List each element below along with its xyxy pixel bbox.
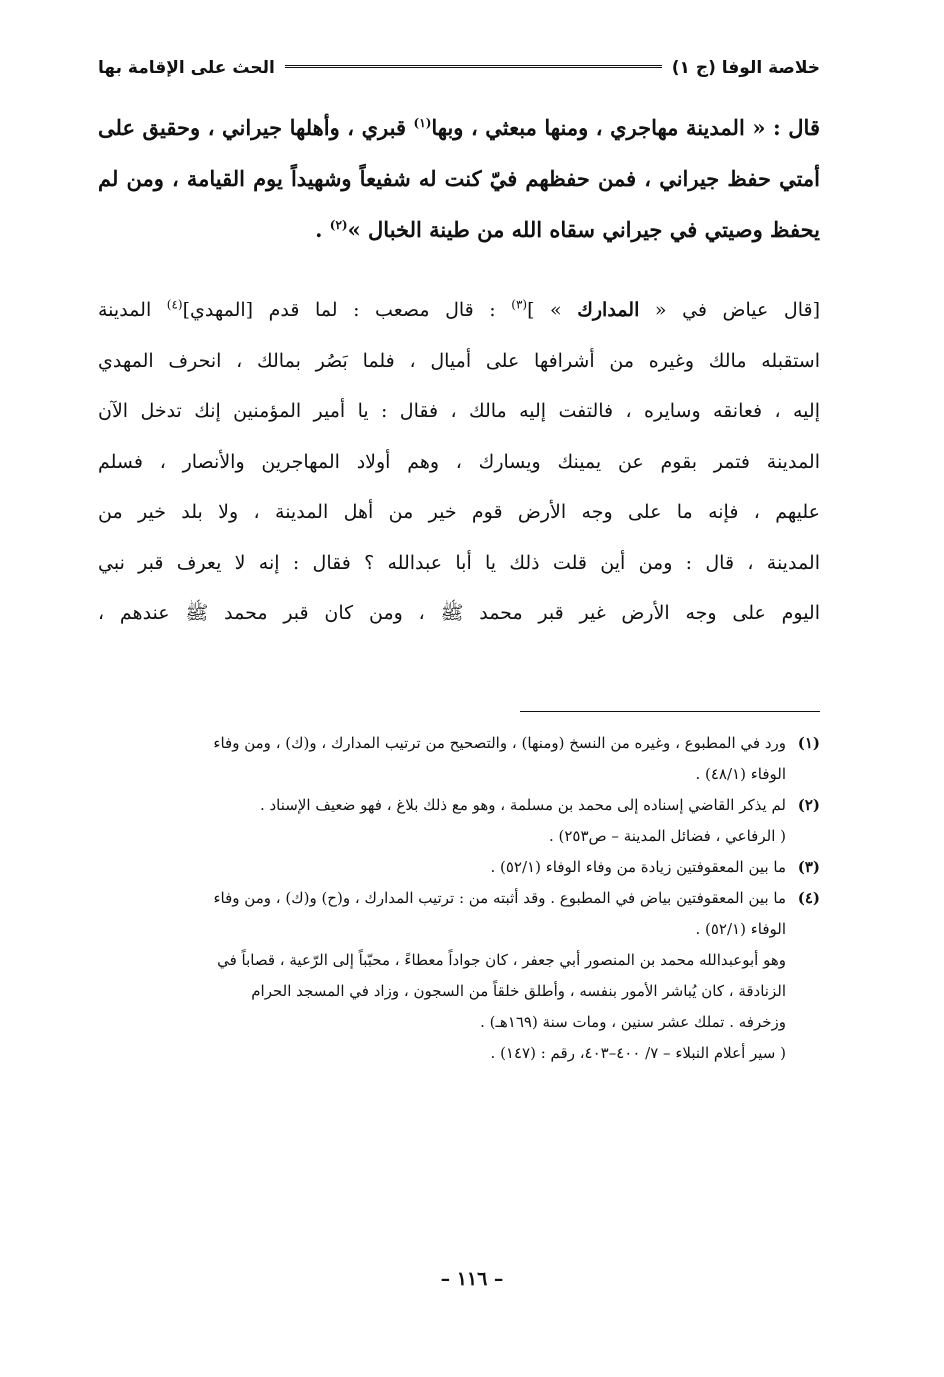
- para-line-4: المدينة فتمر بقوم عن يمينك ويسارك ، وهم أولاد المهاجرين والأنصار ، فسلم: [98, 450, 820, 473]
- quote-line-end: .: [315, 217, 330, 242]
- footnote-number: (٣): [797, 858, 820, 876]
- footnote-body: [98, 790, 786, 852]
- footnote-line: ( الرفاعي ، فضائل المدينة – ص٢٥٣) .: [548, 827, 786, 845]
- footnote-body: [98, 852, 786, 883]
- footnote-number: (٢): [797, 796, 820, 814]
- para-line-1: [98, 285, 820, 336]
- body-paragraph: [98, 285, 820, 639]
- footnote-4: [98, 883, 820, 1069]
- footnote-number: (٤): [797, 889, 820, 907]
- footnote-body: [98, 728, 786, 790]
- footnote-2: [98, 790, 820, 852]
- para-line-5: عليهم ، فإنه ما على وجه الأرض قوم خير من أهل المدينة ، ولا بلد خير من: [98, 501, 820, 523]
- para-line-1e: المدينة: [98, 299, 167, 321]
- footnote-ref-1: (١): [413, 116, 432, 130]
- para-line-6: المدينة ، قال : ومن أين قلت ذلك يا أبا عبدالله ؟ فقال : إنه لا يعرف قبر نبي: [98, 551, 820, 574]
- footnote-line: ما بين المعقوفتين زيادة من وفاء الوفاء (٥٢/١) .: [490, 858, 786, 876]
- footnote-line: الزنادقة ، كان يُباشر الأمور بنفسه ، وأطلق خلقاً من السجون ، وزاد في المسجد الحرام: [251, 982, 786, 1000]
- para-line-1c: » ]: [527, 299, 578, 321]
- header-book-title: خلاصة الوفا (ج ١): [671, 58, 820, 78]
- para-line-1d: : قال مصعب : لما قدم [المهدي]: [182, 299, 512, 321]
- para-book-name: المدارك: [577, 299, 640, 321]
- footnote-line: وزخرفه . تملك عشر سنين ، ومات سنة (١٦٩هـ) .: [480, 1013, 786, 1031]
- quote-line-1-tail: قبري ، وأهلها جيراني ،: [207, 115, 406, 140]
- footnote-body: [98, 883, 786, 1069]
- footnote-line: وهو أبوعبدالله محمد بن المنصور أبي جعفر ، كان جواداً معطاءً ، محبّباً إلى الرّعية ، قصاباً في: [217, 951, 786, 969]
- footnote-separator: [520, 711, 820, 712]
- running-header: [98, 52, 820, 84]
- footnote-ref-2: (٢): [329, 218, 348, 232]
- footnote-ref-4: (٤): [166, 297, 183, 312]
- page-number: – ١١٦ –: [440, 1268, 504, 1290]
- header-section-title: الحث على الإقامة بها: [98, 58, 275, 78]
- quote-line-1: قال : « المدينة مهاجري ، ومنها مبعثي ، وبها: [431, 115, 820, 140]
- footnote-ref-3: (٣): [511, 297, 528, 312]
- para-line-1a: [قال عياض في «: [639, 299, 820, 321]
- quote-line-2: وحقيق على أمتي حفظ جيراني ، فمن حفظهم فيّ كنت له شفيعاً وشهيداً يوم: [98, 115, 820, 191]
- para-line-3: إليه ، فعانقه وسايره ، فالتفت إليه مالك ، فقال : يا أمير المؤمنين إنك تدخل الآن: [98, 400, 820, 422]
- footnote-3: [98, 852, 820, 883]
- footnote-line: لم يذكر القاضي إسناده إلى محمد بن مسلمة ، وهو مع ذلك بلاغ ، فهو ضعيف الإسناد .: [259, 796, 786, 814]
- header-rule: [285, 65, 662, 71]
- footnote-number: (١): [797, 734, 820, 752]
- footnote-1: [98, 728, 820, 790]
- footnote-line: ( سير أعلام النبلاء – ٧/ ٤٠٠–٤٠٣، رقم : (١٤٧) .: [490, 1044, 786, 1062]
- para-line-7: اليوم على وجه الأرض غير قبر محمد ﷺ ، ومن كان قبر محمد ﷺ عندهم ،: [98, 602, 820, 624]
- footnote-line: الوفاء (٤٨/١) .: [695, 765, 786, 783]
- para-line-2: استقبله مالك وغيره من أشرافها على أميال ، فلما بَصُر بمالك ، انحرف المهدي: [98, 349, 820, 372]
- hadith-quote: [98, 102, 820, 255]
- footnotes: [98, 728, 820, 1069]
- quote-line-3: القيامة ، ومن لم يحفظ وصيتي في جيراني سقاه الله من طينة الخبال »: [98, 166, 820, 242]
- footnote-line: الوفاء (٥٢/١) .: [695, 920, 786, 938]
- footnote-line: ما بين المعقوفتين بياض في المطبوع . وقد أثبته من : ترتيب المدارك ، و(ح) و(ك) ، ومن وفاء: [213, 889, 786, 907]
- footnote-line: ورد في المطبوع ، وغيره من النسخ (ومنها) ، والتصحيح من ترتيب المدارك ، و(ك) ، ومن وفاء: [213, 734, 786, 752]
